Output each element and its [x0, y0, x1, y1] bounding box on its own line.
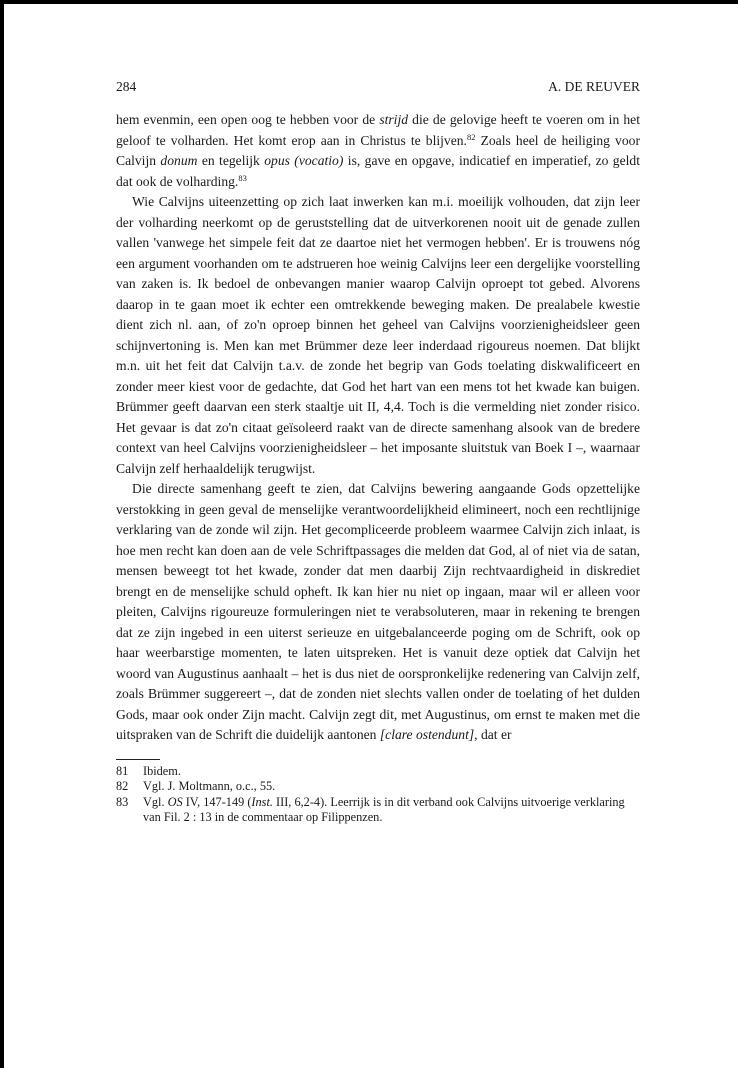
footnote-number: 82 [116, 779, 129, 793]
running-head-author: A. DE REUVER [548, 79, 640, 94]
footnote-number: 81 [116, 763, 129, 778]
footnote-separator [116, 759, 160, 760]
footnote-number: 83 [116, 794, 129, 809]
footnote-text: Vgl. J. Moltmann, o.c., 55. [143, 779, 276, 793]
footnote-ref-83[interactable]: 83 [238, 172, 247, 183]
paragraph-1: hem evenmin, een open oog te hebben voor de strijd die de gelovige heeft te voeren om in het geloof te volharden. Het komt erop aan in Christus te blijven.$^{82}$ Zoals heel de heiliging voor Calvijn donum en tegelijk opus (vocatio) is, gave en opgave, indicatief en imperatief, zo geldt dat ook de volharding.$^{83}$ [116, 112, 640, 189]
footnote-83 [116, 795, 640, 826]
body-text [116, 110, 640, 746]
running-head [116, 78, 640, 96]
scan-border-top [0, 0, 738, 4]
page-number: 284 [116, 79, 137, 94]
scan-border-left [0, 0, 4, 1068]
book-page [116, 78, 640, 826]
footnote-81 [116, 764, 640, 780]
footnotes [116, 764, 640, 826]
footnote-82 [116, 779, 640, 795]
footnote-ref-82[interactable]: 82 [466, 131, 476, 142]
footnote-text: Ibidem. [143, 763, 181, 778]
footnote-text: Vgl. OS IV, 147-149 (Inst. III, 6,2-4). Leerrijk is in dit verband ook Calvijns uitvoerige verklaring van Fil. 2 : 13 in de commentaar op Filippenzen. [143, 794, 625, 824]
paragraph-3: Die directe samenhang geeft te zien, dat Calvijns bewering aangaande Gods opzettelijke verstokking in geen geval de menselijke verantwoordelijkheid elimineert, noch een rechtlijnige verklaring van de zonde wil zijn. Het gecompliceerde probleem waarmee Calvijn zich inlaat, is hoe men recht kan doen aan de vele Schriftpassages die melden dat God, al of niet via de satan, mensen beweegt tot het kwade, zonder dat men daarbij Zijn rechtvaardigheid in diskrediet brengt en de menselijke schuld opheft. Ik kan hier nu niet op ingaan, maar wil er alleen voor pleiten, Calvijns rigoureuze formuleringen niet te verabsoluteren, maar in rekening te brengen dat ze zijn ingebed in een uiterst serieuze en uitgebalanceerde poging om de Schrift, ook op haar weerbarstige momenten, te laten uitspreken. Het is vanuit deze optiek dat Calvijn het woord van Augustinus aanhaalt – het is dus niet de oorspronkelijke redenering van Calvijn zelf, zoals Brümmer suggereert –, dat de zonden niet slechts vallen onder de toelating of het dulden Gods, maar ook onder Zijn macht. Calvijn zegt dit, met Augustinus, om ernst te maken met die uitspraken van de Schrift die duidelijk aantonen [clare ostendunt], dat er [116, 481, 640, 742]
paragraph-2: Wie Calvijns uiteenzetting op zich laat inwerken kan m.i. moeilijk volhouden, dat zijn leer der volharding neerkomt op de geruststelling dat de uitverkorenen nooit uit de genade zullen vallen 'vanwege het simpele feit dat ze daartoe niet het vermogen hebben'. Er is trouwens nóg een argument voorhanden om te adstrueren hoe weinig Calvijns leer een dergelijke voorstelling van zaken is. Ik bedoel de onbevangen manier waarop Calvijn oproept tot gebed. Alvorens daarop in te gaan moet ik echter een omtrekkende beweging maken. De prealabele kwestie dient zich nl. aan, of zo'n oproep binnen het geheel van Calvijns voorzienigheidsleer geen schijnvertoning is. Men kan met Brümmer deze leer inderdaad rigoureus noemen. Dat blijkt m.n. uit het feit dat Calvijn t.a.v. de zonde het begrip van Gods toelating diskwalificeert en zonder meer kiest voor de gedachte, dat God het hart van een mens tot het kwade kan buigen. Brümmer geeft daarvan een sterk staaltje uit II, 4,4. Toch is die vermelding niet zonder risico. Het gevaar is dat zo'n citaat geïsoleerd raakt van de directe samenhang alsook van de bredere context van heel Calvijns voorzienigheidsleer – het imposante sluitstuk van Boek I –, waarnaar Calvijn zelf herhaaldelijk terugwijst. [116, 194, 640, 476]
